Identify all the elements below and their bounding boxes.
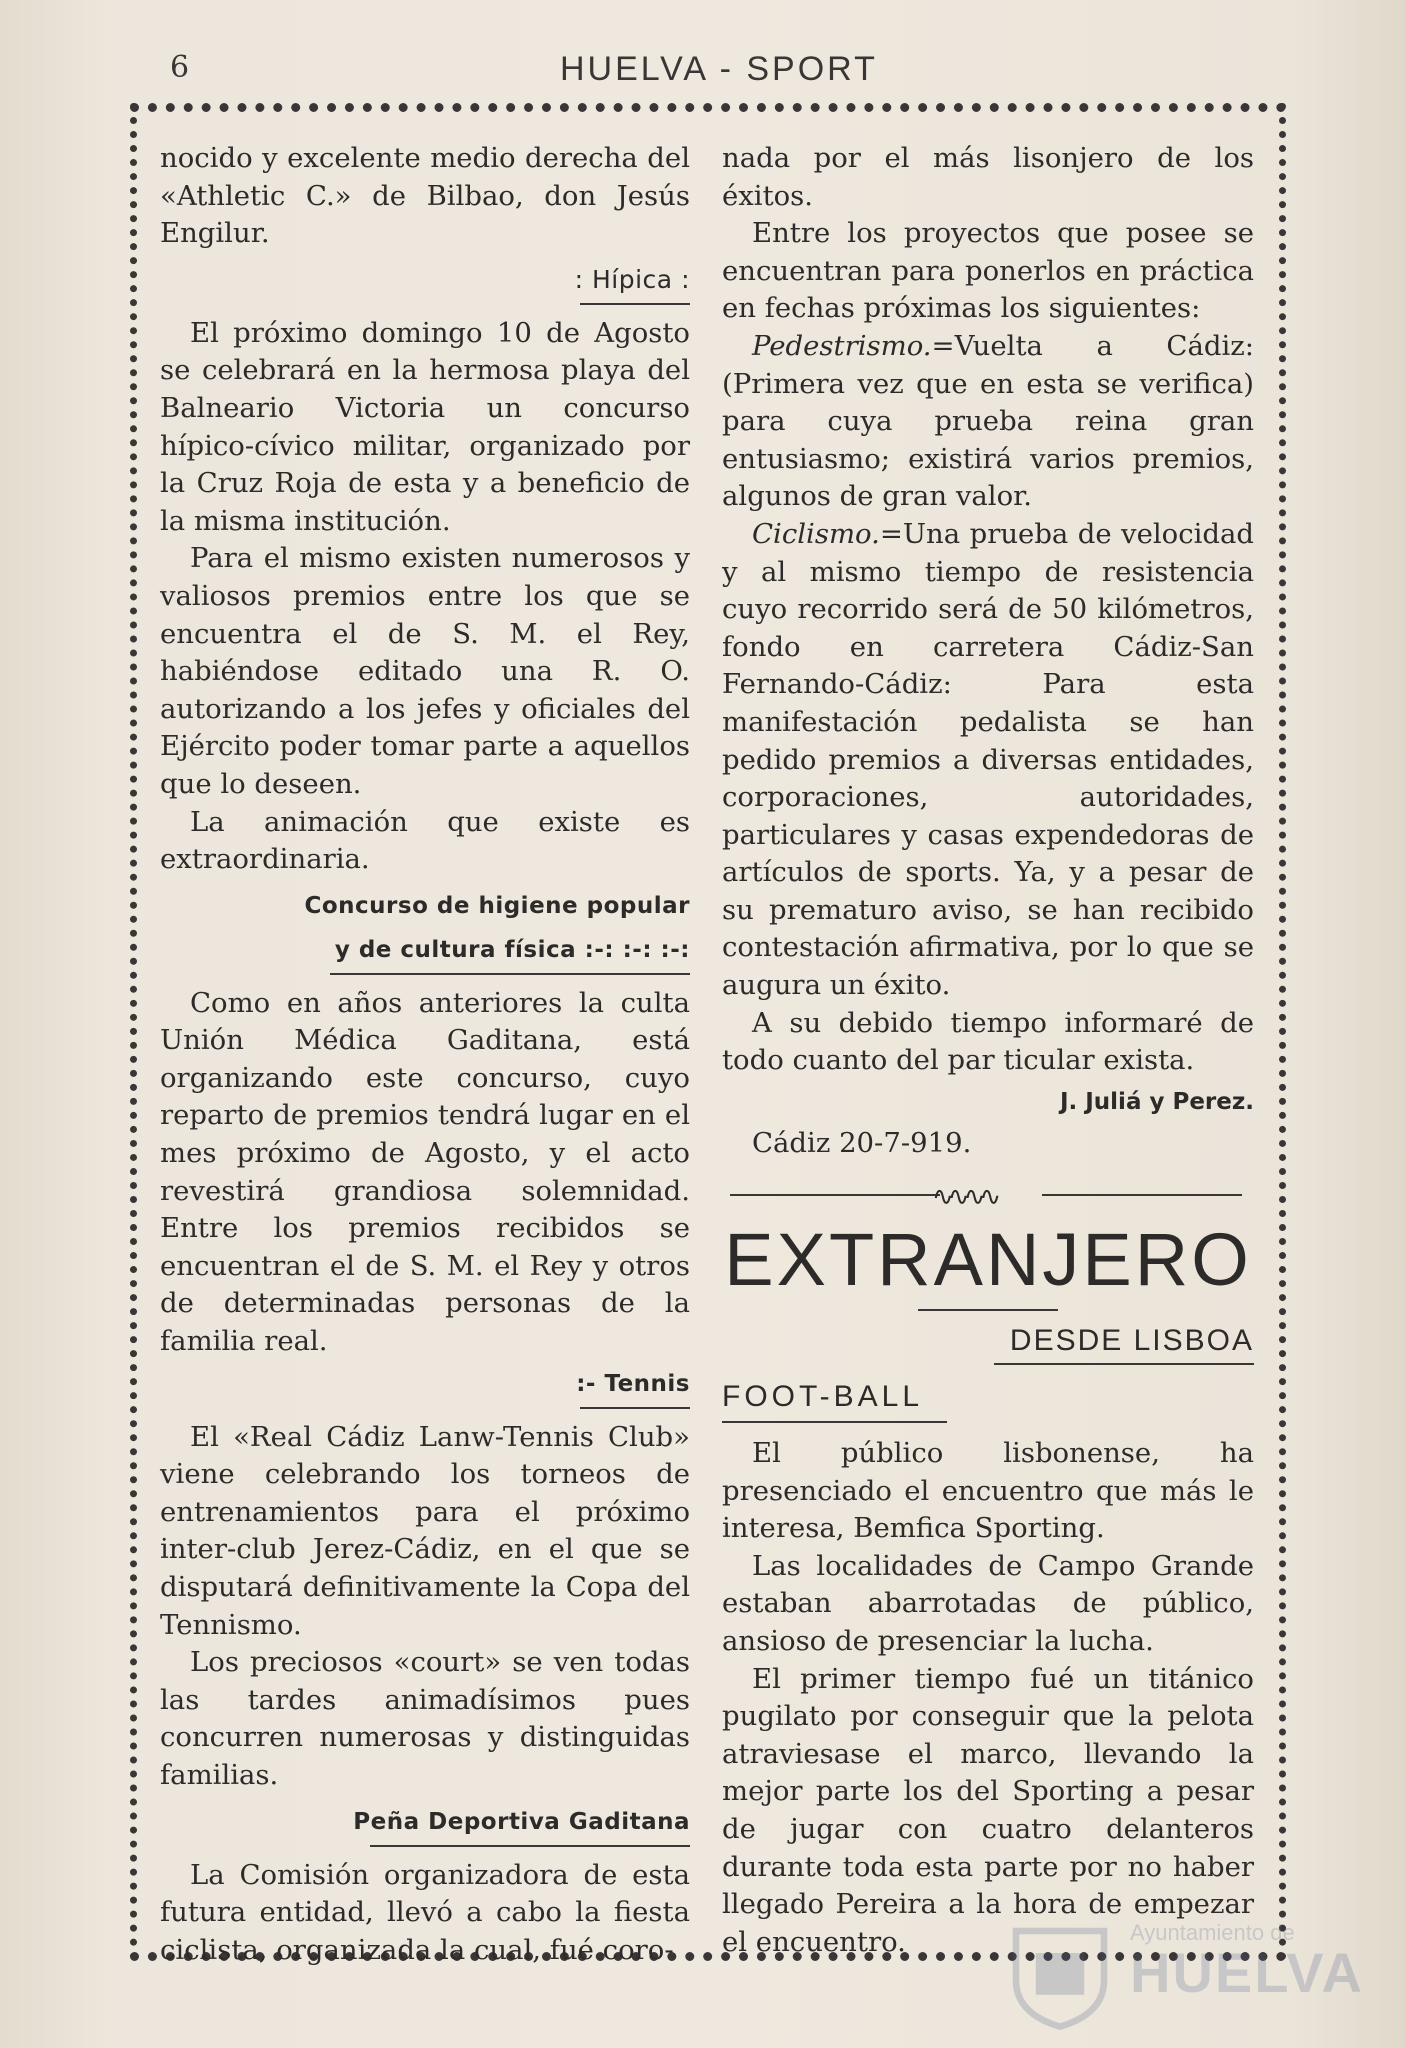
paragraph-pedestrismo [722,328,1254,516]
shield-icon [1005,1920,1115,2030]
heading-pena: Peña Deportiva Gaditana [353,1808,690,1835]
page-number: 6 [170,50,190,85]
paragraph: Para el mismo existen numerosos y valiosos premios entre los que se encuentra el de S. M. el Rey, habiéndose editado una R. O. autorizando a los jefes y oficiales del Ejército poder tomar parte a aquellos que lo deseen. [160,542,690,800]
paragraph: La Comisión organizadora de esta futura entidad, llevó a cabo la fiesta ciclista, organizada la cual, fué coro- [160,1858,690,1966]
text: =Una prueba de velocidad y al mismo tiempo de resistencia cuyo recorrido será de 50 kilómetros, fondo en carretera Cádiz-San Fernando-Cádiz: Para esta manifestación pedalista se han pedido premios a diversas entidades, corporaciones, autoridades, particulares y casas expendedoras de artículos de sports. Ya, y a pesar de su prematuro aviso, se han recibido contestación afirmativa, por lo que se augura un éxito. [722,517,1254,1002]
divider [370,1845,690,1847]
left-column [160,140,690,1969]
dateline: Cádiz 20-7-919. [752,1127,972,1160]
heading-tennis: :- Tennis [576,1370,690,1397]
divider [994,1363,1254,1365]
paragraph-ciclismo [722,516,1254,1005]
right-column [722,140,1254,1961]
watermark-text: Ayuntamiento de [1130,1920,1295,1945]
paragraph: nocido y excelente medio derecha del «Athletic C.» de Bilbao, don Jesús Engilur. [160,142,690,250]
paragraph: Las localidades de Campo Grande estaban abarrotadas de público, ansioso de presenciar la lucha. [722,1549,1254,1657]
heading-concurso-2: y de cultura física :-: :-: :-: [334,936,690,963]
paragraph: Los preciosos «court» se ven todas las tardes animadísimos pues concurren numerosas y distinguidas familias. [160,1646,690,1791]
divider [722,1421,947,1423]
wave-ornament-icon: ∿∿∿∿ [932,1182,996,1213]
paragraph: Entre los proyectos que posee se encuentran para ponerlos en práctica en fechas próximas los siguientes: [722,217,1254,325]
ornament-line-right [1042,1194,1242,1196]
label-pedestrismo: Pedestrismo. [752,329,932,362]
heading-hipica: : Hípica : [574,264,690,294]
divider [330,973,690,975]
section-title: EXTRANJERO [724,1218,1252,1302]
paragraph: El primer tiempo fué un titánico pugilato por conseguir que la pelota atraviesase el marco, llevando la mejor parte los del Sporting a pesar de jugar con cuatro delanteros durante toda esta parte por no haber llegado Pereira a la hora de empezar el encuentro. [722,1662,1254,1958]
watermark-title: HUELVA [1130,1941,1364,2004]
divider [918,1309,1058,1311]
subsection-title: DESDE LISBOA [1009,1324,1254,1358]
heading-concurso: Concurso de higiene popular [304,892,690,919]
divider [580,1407,690,1409]
sport-title: FOOT-BALL [722,1380,924,1414]
paragraph: A su debido tiempo informaré de todo cuanto del par ticular exista. [722,1006,1254,1077]
paragraph: Como en años anteriores la culta Unión Médica Gaditana, está organizando este concurso, cuyo reparto de premios tendrá lugar en el mes próximo de Agosto, y el acto revestirá grandiosa solemnidad. Entre los premios recibidos se encuentran el de S. M. el Rey y otros de determinadas personas de la familia real. [160,986,690,1358]
signature: J. Juliá y Perez. [1059,1088,1254,1115]
paragraph: nada por el más lisonjero de los éxitos. [722,142,1254,212]
paragraph: El público lisbonense, ha presenciado el encuentro que más le interesa, Bemfica Sporting. [722,1437,1254,1545]
masthead: HUELVA - SPORT [560,50,878,88]
label-ciclismo: Ciclismo. [752,517,880,550]
ornament-divider [722,1182,1254,1213]
divider [580,303,690,305]
paragraph: La animación que existe es extraordinaria. [160,805,690,876]
paragraph: El «Real Cádiz Lanw-Tennis Club» viene celebrando los torneos de entrenamientos para el próximo inter-club Jerez-Cádiz, en el que se disputará definitivamente la Copa del Tennismo. [160,1420,690,1641]
ornament-line-left [730,1194,940,1196]
paragraph: El próximo domingo 10 de Agosto se celebrará en la hermosa playa del Balneario Victoria un concurso hípico-cívico militar, organizado por la Cruz Roja de esta y a beneficio de la misma institución. [160,316,690,537]
archive-watermark [995,1920,1364,2030]
text: =Vuelta a Cádiz: (Primera vez que en esta se verifica) para cuya prueba reina gran entusiasmo; existirá varios premios, algunos de gran valor. [722,329,1254,513]
running-head [0,50,1405,96]
